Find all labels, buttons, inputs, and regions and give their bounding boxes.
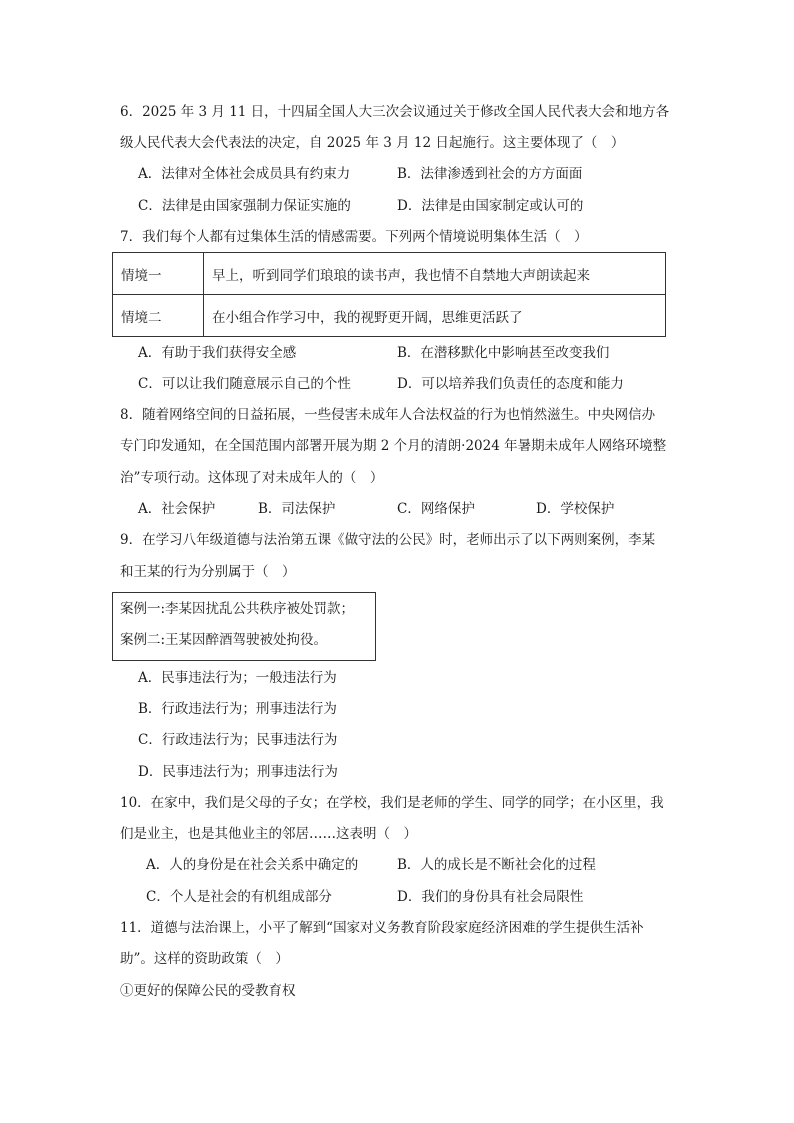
q9-option-d[interactable]: D．民事违法行为；刑事违法行为 [138, 764, 338, 780]
q8-stem-line1: 8．随着网络空间的日益拓展，一些侵害未成年人合法权益的行为也悄然滋生。中央网信办 [120, 407, 656, 423]
q8-option-a[interactable]: A．社会保护 [138, 501, 216, 517]
q9-stem-line2: 和王某的行为分别属于（ ） [120, 564, 296, 580]
q11-stem-line2: 助”。这样的资助政策（ ） [120, 951, 289, 967]
q6-stem-line1: 6．2025 年 3 月 11 日，十四届全国人大三次会议通过关于修改全国人民代表大会和地方各 [120, 104, 670, 120]
q6-option-b[interactable]: B．法律渗透到社会的方方面面 [397, 166, 583, 182]
q10-stem-line1: 10．在家中，我们是父母的子女；在学校，我们是老师的学生、同学的同学；在小区里，我 [120, 795, 664, 811]
q6-option-a[interactable]: A．法律对全体社会成员具有约束力 [138, 166, 351, 182]
q10-option-b[interactable]: B．人的成长是不断社会化的过程 [397, 857, 596, 873]
q10-option-c[interactable]: C．个人是社会的有机组成部分 [146, 889, 332, 905]
q7-option-d[interactable]: D．可以培养我们负责任的态度和能力 [397, 376, 624, 392]
table-row [113, 253, 666, 295]
q10-stem-line2: 们是业主，也是其他业主的邻居……这表明（ ） [120, 826, 417, 842]
q8-stem-line2: 专门印发通知，在全国范围内部署开展为期 2 个月的清朗·2024 年暑期未成年人网络环境整 [120, 438, 667, 454]
situation-label-2: 情境二 [113, 295, 204, 337]
q9-option-c[interactable]: C．行政违法行为；民事违法行为 [138, 732, 338, 748]
q6-option-d[interactable]: D．法律是由国家制定或认可的 [397, 198, 584, 214]
q10-option-d[interactable]: D．我们的身份具有社会局限性 [397, 889, 584, 905]
table-row [113, 295, 666, 337]
q6-option-c[interactable]: C．法律是由国家强制力保证实施的 [138, 198, 351, 214]
q6-stem-line2: 级人民代表大会代表法的决定，自 2025 年 3 月 12 日起施行。这主要体现了（ ） [120, 135, 625, 151]
q9-option-a[interactable]: A．民事违法行为；一般违法行为 [138, 670, 337, 686]
q9-case-1: 案例一:李某因扰乱公共秩序被处罚款； [120, 601, 355, 617]
q11-stem-line1: 11．道德与法治课上，小平了解到“国家对义务教育阶段家庭经济困难的学生提供生活补 [120, 920, 644, 936]
q9-case-2: 案例二:王某因醉酒驾驶被处拘役。 [120, 632, 328, 648]
q7-situation-table [112, 252, 666, 337]
q7-option-c[interactable]: C．可以让我们随意展示自己的个性 [138, 376, 351, 392]
q7-option-b[interactable]: B．在潜移默化中影响甚至改变我们 [397, 345, 610, 361]
situation-text-2: 在小组合作学习中，我的视野更开阔，思维更活跃了 [204, 295, 666, 337]
q9-case-box [112, 592, 376, 661]
q8-stem-line3: 治”专项行动。这体现了对未成年人的（ ） [120, 470, 384, 486]
q8-option-d[interactable]: D．学校保护 [536, 501, 615, 517]
q9-option-b[interactable]: B．行政违法行为；刑事违法行为 [138, 701, 337, 717]
situation-text-1: 早上，听到同学们琅琅的读书声，我也情不自禁地大声朗读起来 [204, 253, 666, 295]
q7-stem: 7．我们每个人都有过集体生活的情感需要。下列两个情境说明集体生活（ ） [120, 229, 588, 245]
situation-label-1: 情境一 [113, 253, 204, 295]
q9-stem-line1: 9．在学习八年级道德与法治第五课《做守法的公民》时，老师出示了以下两则案例，李某 [120, 532, 656, 548]
q11-item-1: ①更好的保障公民的受教育权 [120, 983, 296, 999]
q8-option-b[interactable]: B．司法保护 [258, 501, 336, 517]
q7-option-a[interactable]: A．有助于我们获得安全感 [138, 345, 297, 361]
q8-option-c[interactable]: C．网络保护 [397, 501, 475, 517]
q10-option-a[interactable]: A．人的身份是在社会关系中确定的 [146, 857, 359, 873]
